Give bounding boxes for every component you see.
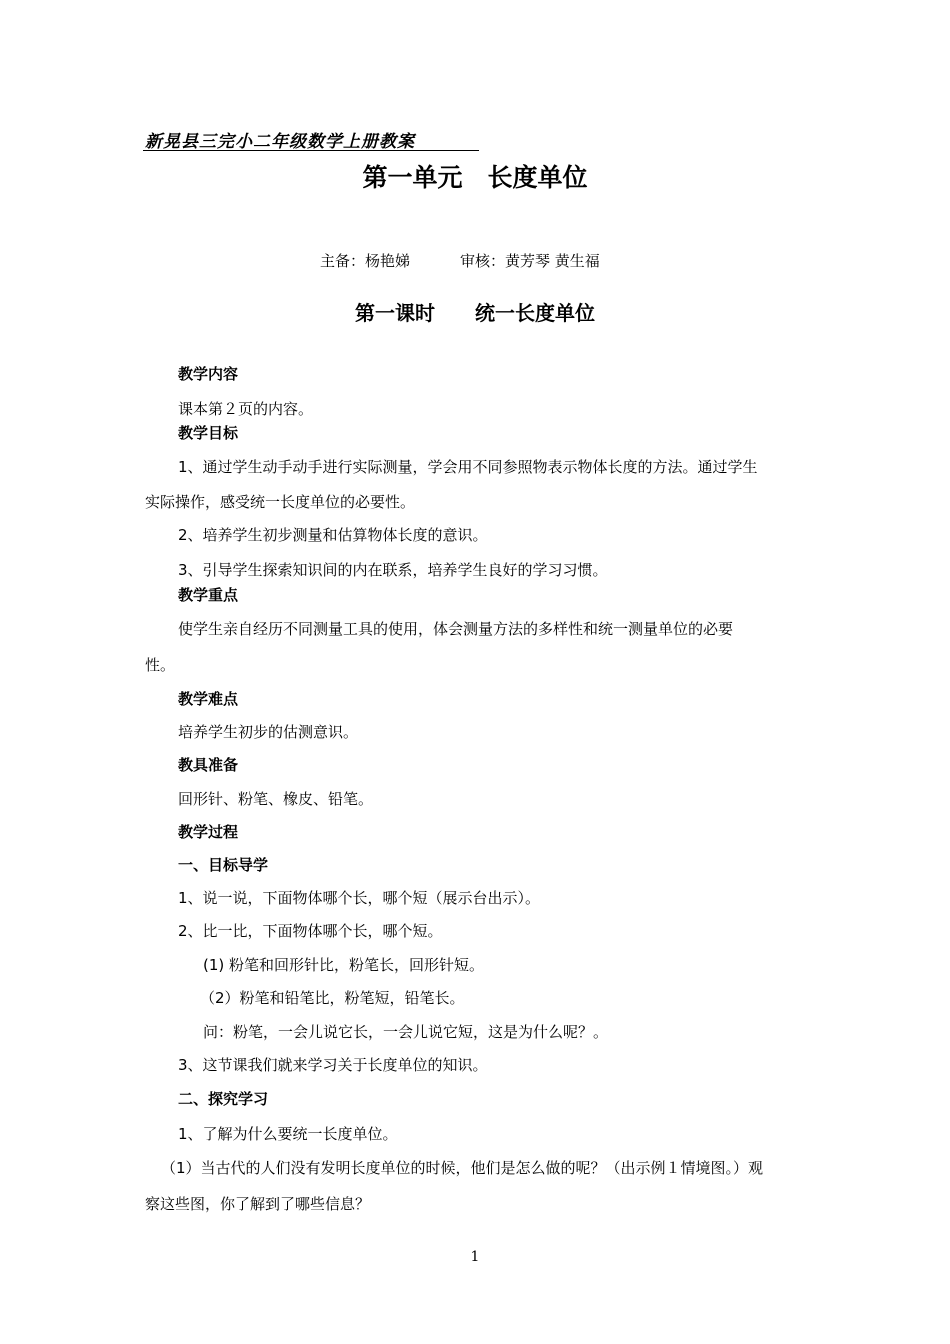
body-line: 3、引导学生探索知识间的内在联系，培养学生良好的学习习惯。 [178, 561, 608, 579]
body-line: 课本第２页的内容。 [178, 400, 314, 418]
body-line: 性。 [145, 656, 176, 674]
reviewers: 审核：黄芳琴 黄生福 [460, 252, 600, 270]
body-line: 察这些图，你了解到了哪些信息？ [145, 1195, 371, 1213]
header-rule [143, 150, 479, 151]
section-heading-content: 教学内容 [178, 365, 239, 383]
body-line: 使学生亲自经历不同测量工具的使用，体会测量方法的多样性和统一测量单位的必要 [178, 620, 734, 638]
body-line: 1、说一说，下面物体哪个长，哪个短（展示台出示）。 [178, 889, 541, 907]
body-line: 1、了解为什么要统一长度单位。 [178, 1125, 398, 1143]
body-line: 2、比一比，下面物体哪个长，哪个短。 [178, 922, 443, 940]
body-line: 3、这节课我们就来学习关于长度单位的知识。 [178, 1056, 488, 1074]
section-heading-process: 教学过程 [178, 823, 239, 841]
section-heading-difficulties: 教学难点 [178, 690, 239, 708]
page-number: 1 [470, 1249, 480, 1265]
section-heading-materials: 教具准备 [178, 756, 239, 774]
authors-line [320, 250, 600, 271]
lesson-number: 第一课时 [355, 301, 435, 325]
lesson-name: 统一长度单位 [475, 301, 595, 325]
subsection-heading: 二、探究学习 [178, 1090, 269, 1108]
section-heading-key-points: 教学重点 [178, 586, 239, 604]
body-line: （1）当古代的人们没有发明长度单位的时候，他们是怎么做的呢？（出示例１情境图。）观 [161, 1159, 764, 1177]
body-line: 问：粉笔，一会儿说它长，一会儿说它短，这是为什么呢？。 [203, 1023, 609, 1041]
document-header: 新晃县三完小二年级数学上册教案 [145, 132, 415, 152]
body-line: 实际操作，感受统一长度单位的必要性。 [145, 493, 416, 511]
section-heading-objectives: 教学目标 [178, 424, 239, 442]
body-line: 1、通过学生动手动手进行实际测量，学会用不同参照物表示物体长度的方法。通过学生 [178, 458, 758, 476]
body-line: （2）粉笔和铅笔比，粉笔短，铅笔长。 [200, 989, 465, 1007]
unit-title: 第一单元 长度单位 [362, 163, 588, 192]
subsection-heading: 一、目标导学 [178, 856, 269, 874]
body-line: 培养学生初步的估测意识。 [178, 723, 359, 741]
body-line: (1) 粉笔和回形针比，粉笔长，回形针短。 [203, 956, 485, 974]
lesson-title [355, 297, 595, 326]
body-line: 2、培养学生初步测量和估算物体长度的意识。 [178, 526, 488, 544]
main-author: 主备：杨艳娣 [320, 252, 411, 270]
body-line: 回形针、粉笔、橡皮、铅笔。 [178, 790, 374, 808]
